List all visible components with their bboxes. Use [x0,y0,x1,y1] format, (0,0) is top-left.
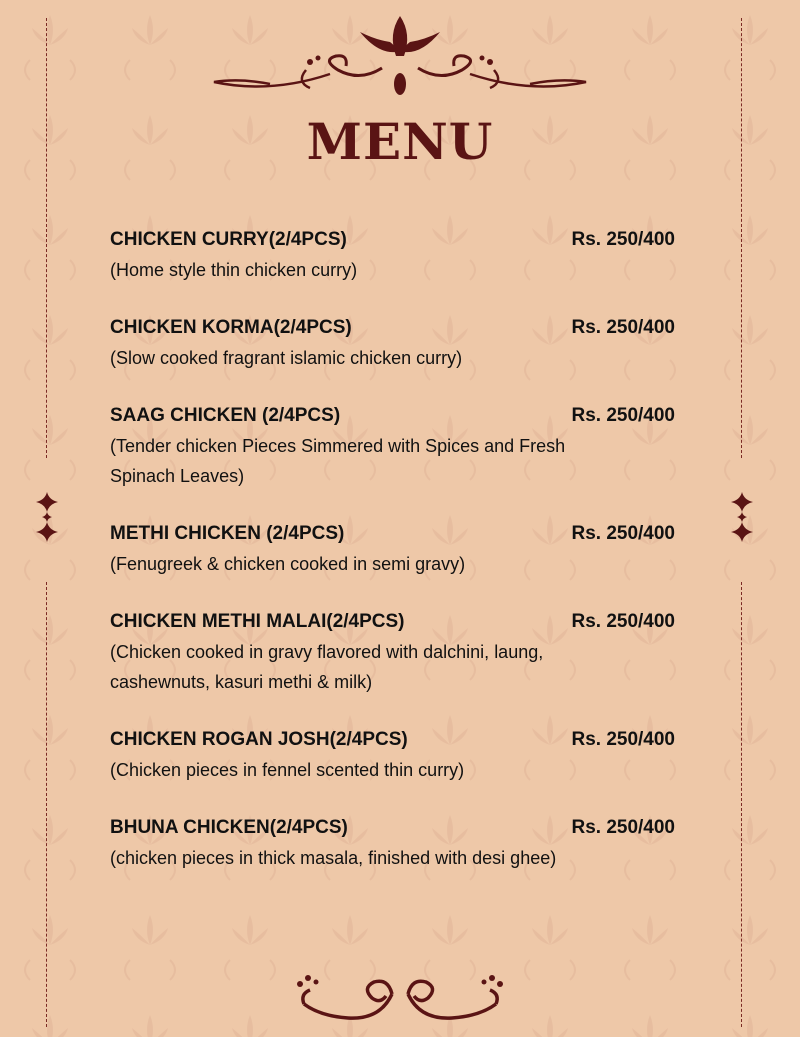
menu-item [110,816,675,873]
menu-item-name: CHICKEN CURRY(2/4PCS) [110,229,347,250]
left-border-line-bottom [46,582,47,1027]
menu-item-price: Rs. 250/400 [571,317,675,338]
menu-item-description: (chicken pieces in thick masala, finished with desi ghee) [110,848,557,868]
right-border-line-top [741,18,742,458]
menu-item [110,316,675,373]
menu-item-name: CHICKEN ROGAN JOSH(2/4PCS) [110,729,408,750]
menu-item-price: Rs. 250/400 [571,729,675,750]
bottom-flourish-ornament [292,968,508,1028]
top-flourish-ornament [210,12,590,102]
page-title: MENU [306,112,494,171]
menu-item-name: CHICKEN KORMA(2/4PCS) [110,317,352,338]
menu-item-price: Rs. 250/400 [571,405,675,426]
menu-item [110,522,675,579]
left-sparkle-icon [34,490,60,546]
menu-item-description: (Fenugreek & chicken cooked in semi gravy) [110,554,466,574]
menu-item-name: CHICKEN METHI MALAI(2/4PCS) [110,611,405,632]
menu-item-name: METHI CHICKEN (2/4PCS) [110,523,345,544]
menu-item [110,228,675,285]
menu-item [110,728,675,785]
menu-item-description: (Chicken cooked in gravy flavored with dalchini, laung, cashewnuts, kasuri methi & milk) [110,642,544,692]
menu-item-name: BHUNA CHICKEN(2/4PCS) [110,817,348,838]
menu-item-price: Rs. 250/400 [571,523,675,544]
menu-item [110,404,675,491]
left-border-line-top [46,18,47,458]
menu-item-description: (Home style thin chicken curry) [110,260,358,280]
right-border-line-bottom [741,582,742,1027]
menu-item-description: (Chicken pieces in fennel scented thin curry) [110,760,465,780]
menu-item-name: SAAG CHICKEN (2/4PCS) [110,405,341,426]
menu-item-price: Rs. 250/400 [571,817,675,838]
menu-item-price: Rs. 250/400 [571,611,675,632]
menu-item-price: Rs. 250/400 [571,229,675,250]
menu-item [110,610,675,697]
menu-item-description: (Tender chicken Pieces Simmered with Spices and Fresh Spinach Leaves) [110,436,566,486]
right-sparkle-icon [729,490,755,546]
menu-item-description: (Slow cooked fragrant islamic chicken curry) [110,348,463,368]
